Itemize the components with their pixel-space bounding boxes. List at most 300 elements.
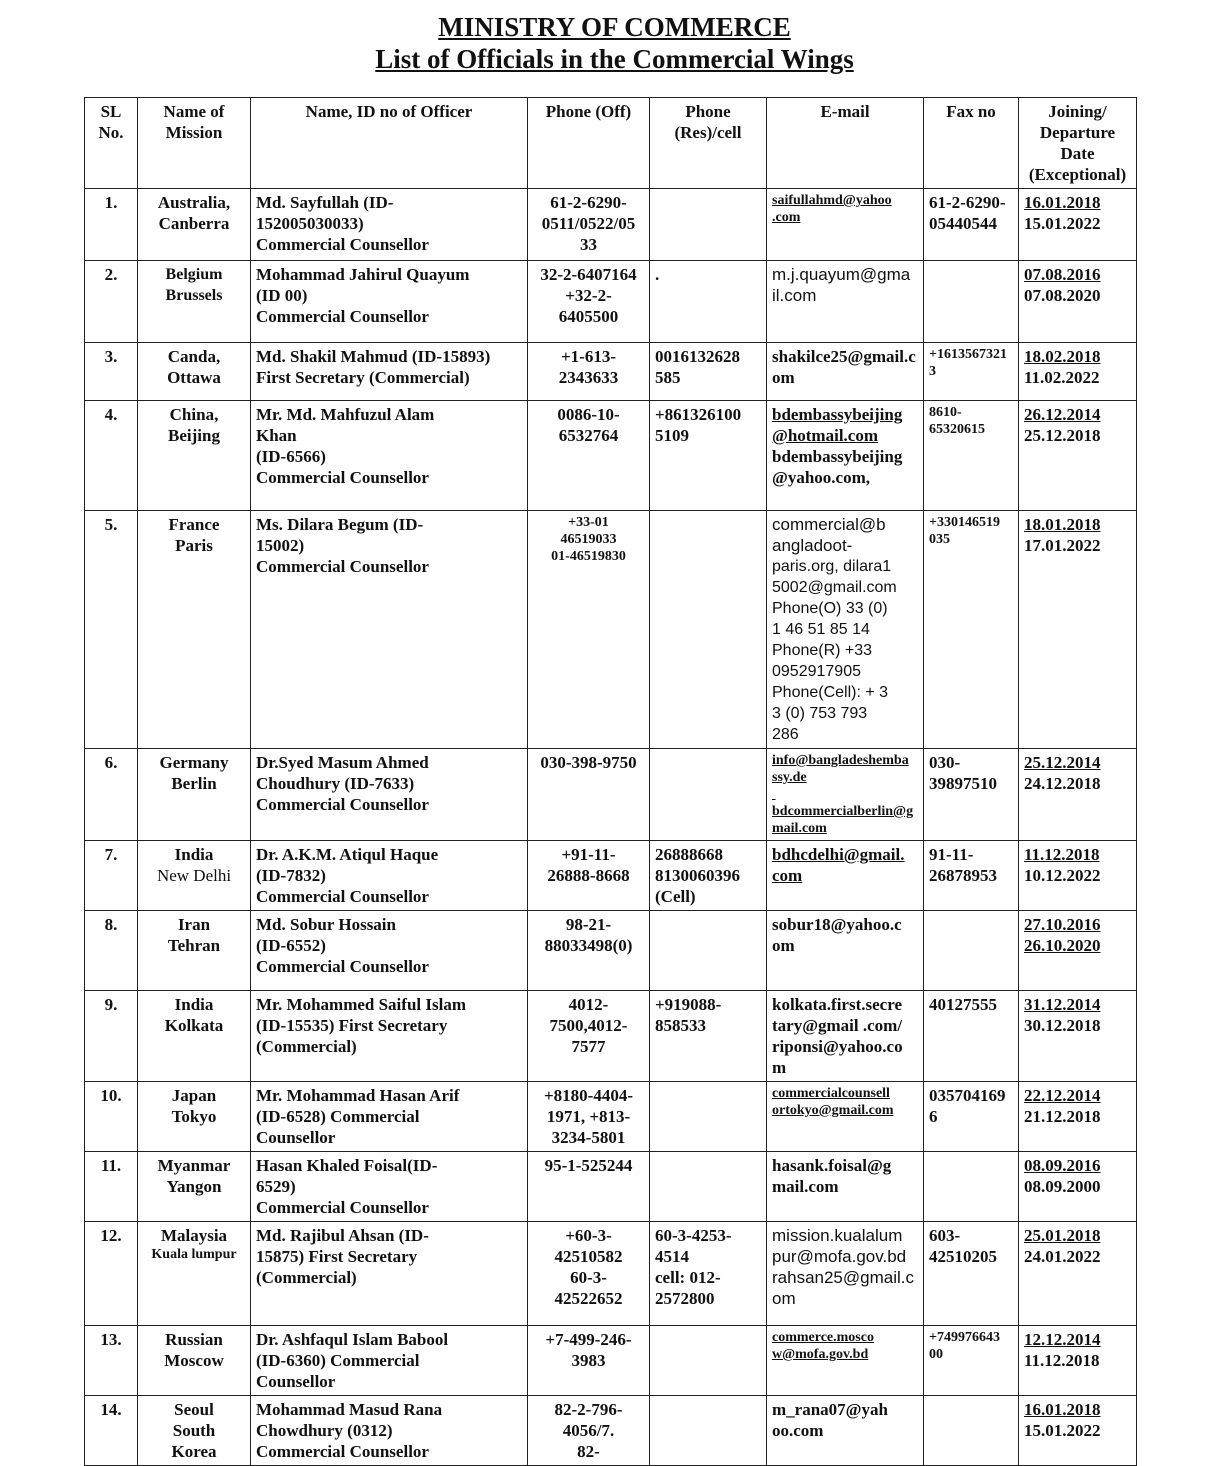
- cell-email-line: m_rana07@yah: [772, 1400, 888, 1419]
- cell-phone-off-line: 3983: [571, 1351, 606, 1370]
- cell-mission-line: Ottawa: [167, 368, 221, 387]
- cell-officer-line: (ID-6528) Commercial: [256, 1107, 420, 1126]
- cell-fax-line: 65320615: [929, 422, 985, 437]
- cell-officer-line: (Commercial): [256, 1268, 357, 1287]
- cell-officer-line: (Commercial): [256, 1037, 357, 1056]
- cell-fax-line: 8610-: [929, 405, 962, 420]
- cell-officer-line: Commercial Counsellor: [256, 557, 429, 576]
- cell-officer-line: Dr. Ashfaqul Islam Babool: [256, 1330, 449, 1349]
- cell-dates-line: 31.12.2014: [1024, 995, 1101, 1014]
- cell-officer-line: Commercial Counsellor: [256, 957, 429, 976]
- cell-officer-line: Commercial Counsellor: [256, 795, 429, 814]
- cell-mission-line: Berlin: [171, 774, 217, 793]
- cell-sl: [85, 343, 138, 401]
- cell-phone-off: [528, 343, 650, 401]
- cell-dates-line: 11.02.2022: [1024, 368, 1100, 387]
- table-row: [85, 991, 1137, 1082]
- cell-phone-res: [650, 511, 767, 749]
- cell-email-line: kolkata.first.secre: [772, 995, 902, 1014]
- cell-phone-off-line: 2343633: [558, 368, 619, 387]
- header-fax: Fax no: [924, 98, 1019, 189]
- cell-officer-line: Counsellor: [256, 1128, 336, 1147]
- cell-dates: [1019, 343, 1137, 401]
- cell-sl-line: 5.: [104, 515, 118, 534]
- cell-fax-line: +330146519: [929, 515, 1000, 530]
- table-header-row: [85, 98, 1137, 189]
- cell-mission-line: Germany: [159, 753, 229, 772]
- officials-table: [84, 97, 1137, 1466]
- cell-dates-line: 25.12.2018: [1024, 426, 1101, 445]
- cell-dates: [1019, 911, 1137, 991]
- cell-phone-res: [650, 189, 767, 261]
- cell-dates-line: 16.01.2018: [1024, 193, 1101, 212]
- cell-officer: [251, 343, 528, 401]
- cell-sl-line: 12.: [100, 1226, 122, 1245]
- cell-officer-line: Commercial Counsellor: [256, 235, 429, 254]
- cell-phone-res: [650, 991, 767, 1082]
- cell-officer: [251, 749, 528, 841]
- cell-email: [767, 1326, 924, 1396]
- cell-phone-off: [528, 1396, 650, 1466]
- cell-email-line: om: [772, 1289, 796, 1308]
- cell-phone-off: [528, 911, 650, 991]
- cell-email-line: @yahoo.com,: [772, 468, 870, 487]
- cell-phone-res: [650, 261, 767, 343]
- cell-email-line: om: [772, 368, 795, 387]
- table-row: [85, 911, 1137, 991]
- cell-email-line: 1 46 51 85 14: [772, 621, 870, 638]
- table-row: [85, 1396, 1137, 1466]
- table-row: [85, 1152, 1137, 1222]
- cell-dates-line: 10.12.2022: [1024, 866, 1101, 885]
- cell-mission-line: Moscow: [164, 1351, 224, 1370]
- cell-fax: [924, 511, 1019, 749]
- cell-sl: [85, 1222, 138, 1326]
- cell-fax-line: 035: [929, 532, 950, 547]
- cell-phone-res: [650, 911, 767, 991]
- cell-officer-line: Md. Sayfullah (ID-: [256, 193, 394, 212]
- cell-phone-off-line: 26888-8668: [547, 866, 630, 885]
- cell-officer-line: 152005030033): [256, 214, 364, 233]
- cell-officer-line: Commercial Counsellor: [256, 468, 429, 487]
- cell-sl: [85, 911, 138, 991]
- cell-phone-off-line: 61-2-6290-: [550, 193, 627, 212]
- table-row: [85, 511, 1137, 749]
- cell-dates-line: 26.12.2014: [1024, 405, 1101, 424]
- cell-officer-line: Chowdhury (0312): [256, 1421, 393, 1440]
- cell-mission-line: Yangon: [166, 1177, 222, 1196]
- cell-officer-line: Commercial Counsellor: [256, 887, 429, 906]
- cell-officer: [251, 1152, 528, 1222]
- cell-email-line: pur@mofa.gov.bd: [772, 1247, 907, 1266]
- cell-mission: [138, 911, 251, 991]
- cell-mission: [138, 1082, 251, 1152]
- cell-email: [767, 511, 924, 749]
- cell-phone-off-line: +91-11-: [561, 845, 616, 864]
- cell-dates-line: 25.12.2014: [1024, 753, 1101, 772]
- cell-officer-line: Mr. Mohammed Saiful Islam: [256, 995, 466, 1014]
- cell-officer-line: Commercial Counsellor: [256, 307, 429, 326]
- cell-mission-line: Korea: [171, 1442, 217, 1461]
- cell-fax: [924, 749, 1019, 841]
- cell-dates: [1019, 261, 1137, 343]
- cell-email-line: rahsan25@gmail.c: [772, 1268, 914, 1287]
- cell-email-line: Phone(Cell): + 3: [772, 684, 889, 701]
- cell-phone-res: [650, 343, 767, 401]
- cell-officer-line: (ID-7832): [256, 866, 326, 885]
- cell-sl: [85, 749, 138, 841]
- cell-officer-line: Khan: [256, 426, 297, 445]
- cell-officer: [251, 841, 528, 911]
- cell-mission: [138, 1152, 251, 1222]
- cell-mission-line: France: [168, 515, 220, 534]
- cell-mission-line: Canda,: [167, 347, 221, 366]
- cell-mission: [138, 511, 251, 749]
- cell-email-line: il.com: [772, 286, 817, 305]
- cell-phone-res-line: 60-3-4253-: [655, 1226, 732, 1245]
- header-officer: Name, ID no of Officer: [251, 98, 528, 189]
- cell-fax-line: 6: [929, 1107, 938, 1126]
- cell-phone-res-line: 4514: [655, 1247, 689, 1266]
- cell-email-line: bdembassybeijing: [772, 447, 903, 466]
- cell-fax: [924, 1152, 1019, 1222]
- cell-phone-off: [528, 1152, 650, 1222]
- cell-fax-line: 00: [929, 1347, 943, 1362]
- cell-phone-off-line: 1971, +813-: [546, 1107, 631, 1126]
- header-email: E-mail: [767, 98, 924, 189]
- cell-officer-line: Choudhury (ID-7633): [256, 774, 415, 793]
- cell-fax-line: 40127555: [929, 995, 997, 1014]
- cell-mission: [138, 401, 251, 511]
- cell-email-line: commercial@b: [772, 515, 886, 534]
- cell-mission: [138, 991, 251, 1082]
- table-body: [85, 189, 1137, 1466]
- cell-mission: [138, 841, 251, 911]
- cell-fax-line: +749976643: [929, 1330, 1000, 1345]
- cell-dates-line: 18.02.2018: [1024, 347, 1101, 366]
- cell-phone-off-line: 32-2-6407164: [540, 265, 637, 284]
- cell-phone-res: [650, 1222, 767, 1326]
- cell-officer-line: Commercial Counsellor: [256, 1198, 429, 1217]
- cell-sl-line: 2.: [104, 265, 118, 284]
- cell-fax-line: 26878953: [929, 866, 997, 885]
- cell-phone-off-line: 42510582: [554, 1247, 623, 1266]
- cell-email-line: ortokyo@gmail.com: [772, 1103, 894, 1118]
- cell-email: [767, 343, 924, 401]
- cell-email-line: tary@gmail .com/: [772, 1016, 903, 1035]
- cell-fax-line: 91-11-: [929, 845, 974, 864]
- cell-dates-line: 24.12.2018: [1024, 774, 1101, 793]
- cell-email-line: 286: [772, 726, 799, 743]
- cell-email-line: bdhcdelhi@gmail.: [772, 845, 905, 864]
- cell-dates: [1019, 749, 1137, 841]
- cell-fax: [924, 911, 1019, 991]
- cell-email-line: 3 (0) 753 793: [772, 705, 868, 722]
- cell-officer-line: Md. Shakil Mahmud (ID-15893): [256, 347, 491, 366]
- cell-email-line: Phone(O) 33 (0): [772, 600, 888, 617]
- cell-email-line: paris.org, dilara1: [772, 558, 892, 575]
- cell-dates-line: 24.01.2022: [1024, 1247, 1101, 1266]
- cell-fax-line: 035704169: [929, 1086, 1006, 1105]
- cell-fax-line: 39897510: [929, 774, 997, 793]
- cell-dates: [1019, 991, 1137, 1082]
- cell-sl-line: 6.: [104, 753, 118, 772]
- cell-fax: [924, 841, 1019, 911]
- cell-fax: [924, 1082, 1019, 1152]
- cell-email-line: ssy.de: [772, 770, 807, 785]
- cell-phone-off-line: 6405500: [558, 307, 619, 326]
- cell-phone-res-line: .: [655, 265, 660, 284]
- cell-dates: [1019, 1222, 1137, 1326]
- cell-email-line: w@mofa.gov.bd: [772, 1347, 869, 1362]
- cell-phone-off-line: 01-46519830: [551, 549, 626, 564]
- cell-officer-line: (ID-6552): [256, 936, 326, 955]
- cell-sl: [85, 841, 138, 911]
- cell-fax-line: 603-: [929, 1226, 961, 1245]
- cell-phone-res: [650, 1152, 767, 1222]
- cell-sl: [85, 511, 138, 749]
- cell-phone-off-line: 42522652: [554, 1289, 623, 1308]
- cell-phone-res-line: +861326100: [655, 405, 742, 424]
- cell-phone-res-line: 5109: [655, 426, 689, 445]
- cell-dates-line: 25.01.2018: [1024, 1226, 1101, 1245]
- cell-mission-line: Iran: [177, 915, 211, 934]
- cell-mission-line: Kuala lumpur: [151, 1247, 237, 1262]
- cell-email: [767, 841, 924, 911]
- cell-dates-line: 15.01.2022: [1024, 214, 1101, 233]
- cell-sl-line: 11.: [100, 1156, 122, 1175]
- cell-sl: [85, 401, 138, 511]
- cell-officer: [251, 189, 528, 261]
- cell-officer-line: Ms. Dilara Begum (ID-: [256, 515, 424, 534]
- cell-phone-off-line: 4012-: [568, 995, 609, 1014]
- cell-phone-off-line: 82-: [577, 1442, 600, 1461]
- cell-dates-line: 07.08.2020: [1024, 286, 1101, 305]
- header-mission: Name of Mission: [138, 98, 251, 189]
- cell-phone-off-line: 60-3-: [570, 1268, 607, 1287]
- cell-officer-line: Mohammad Jahirul Quayum: [256, 265, 470, 284]
- cell-phone-res-line: +919088-: [655, 995, 722, 1014]
- cell-email: [767, 911, 924, 991]
- table-row: [85, 1082, 1137, 1152]
- cell-phone-res-line: 585: [655, 368, 681, 387]
- cell-phone-off-line: 7577: [571, 1037, 606, 1056]
- header-phone-off: Phone (Off): [528, 98, 650, 189]
- cell-sl-line: 3.: [104, 347, 118, 366]
- cell-dates-line: 12.12.2014: [1024, 1330, 1101, 1349]
- cell-officer-line: 15875) First Secretary: [256, 1247, 418, 1266]
- cell-dates: [1019, 1152, 1137, 1222]
- cell-fax: [924, 189, 1019, 261]
- cell-mission: [138, 1396, 251, 1466]
- table-row: [85, 749, 1137, 841]
- cell-phone-res-line: 26888668: [655, 845, 723, 864]
- cell-dates-line: 15.01.2022: [1024, 1421, 1101, 1440]
- cell-email-line: com: [772, 866, 803, 885]
- cell-email: [767, 1222, 924, 1326]
- cell-officer: [251, 1082, 528, 1152]
- cell-email: [767, 1396, 924, 1466]
- header-sl: SL No.: [85, 98, 138, 189]
- cell-email-line: bdcommercialberlin@g: [772, 804, 914, 819]
- cell-dates-line: 22.12.2014: [1024, 1086, 1101, 1105]
- cell-phone-res-line: 0016132628: [655, 347, 740, 366]
- cell-dates-line: 07.08.2016: [1024, 265, 1101, 284]
- cell-dates: [1019, 1326, 1137, 1396]
- cell-phone-res: [650, 1326, 767, 1396]
- cell-officer-line: (ID-15535) First Secretary: [256, 1016, 448, 1035]
- cell-phone-res-line: cell: 012-: [655, 1268, 721, 1287]
- cell-phone-res: [650, 1082, 767, 1152]
- cell-phone-res-line: (Cell): [655, 887, 696, 906]
- cell-email-line: [772, 786, 918, 803]
- cell-officer-line: Hasan Khaled Foisal(ID-: [256, 1156, 438, 1175]
- table-row: [85, 1222, 1137, 1326]
- cell-officer-line: (ID-6360) Commercial: [256, 1351, 420, 1370]
- table-row: [85, 261, 1137, 343]
- cell-phone-res-line: 2572800: [655, 1289, 715, 1308]
- cell-fax: [924, 343, 1019, 401]
- cell-officer: [251, 511, 528, 749]
- cell-email-line: hasank.foisal@g: [772, 1156, 892, 1175]
- cell-mission-line: Paris: [175, 536, 213, 555]
- cell-dates: [1019, 1396, 1137, 1466]
- document-title: MINISTRY OF COMMERCE: [438, 12, 791, 42]
- cell-fax-line: +16135673213: [929, 347, 1007, 379]
- cell-mission: [138, 1222, 251, 1326]
- table-row: [85, 343, 1137, 401]
- cell-phone-off: [528, 749, 650, 841]
- cell-officer: [251, 911, 528, 991]
- cell-phone-off: [528, 511, 650, 749]
- cell-phone-res-line: 858533: [655, 1016, 706, 1035]
- cell-mission-line: Myanmar: [157, 1156, 231, 1175]
- cell-mission-line: Brussels: [165, 287, 223, 304]
- cell-officer-line: (ID 00): [256, 286, 308, 305]
- cell-mission-line: Kolkata: [164, 1016, 224, 1035]
- cell-officer-line: Mr. Mohammad Hasan Arif: [256, 1086, 460, 1105]
- cell-mission: [138, 749, 251, 841]
- cell-mission-line: Tokyo: [171, 1107, 217, 1126]
- cell-mission-line: China,: [169, 405, 219, 424]
- cell-fax-line: 42510205: [929, 1247, 997, 1266]
- table-row: [85, 189, 1137, 261]
- cell-officer: [251, 401, 528, 511]
- cell-sl-line: 14.: [100, 1400, 122, 1419]
- cell-email-line: 5002@gmail.com: [772, 579, 897, 596]
- cell-phone-off: [528, 1326, 650, 1396]
- cell-phone-off-line: +33-01: [568, 515, 609, 530]
- cell-email-line: mail.com: [772, 1177, 839, 1196]
- cell-phone-off-line: +60-3-: [565, 1226, 612, 1245]
- cell-email-line: Phone(R) +33: [772, 642, 873, 659]
- cell-mission-line: New Delhi: [156, 866, 232, 885]
- cell-officer-line: Counsellor: [256, 1372, 336, 1391]
- cell-dates-line: 08.09.2000: [1024, 1177, 1101, 1196]
- cell-mission-line: Australia,: [157, 193, 231, 212]
- cell-officer-line: 15002): [256, 536, 305, 555]
- header-phone-res: Phone (Res)/cell: [650, 98, 767, 189]
- cell-phone-off-line: +32-2-: [565, 286, 612, 305]
- cell-officer-line: First Secretary (Commercial): [256, 368, 470, 387]
- cell-phone-off: [528, 991, 650, 1082]
- cell-dates: [1019, 841, 1137, 911]
- cell-email-line: m: [772, 1058, 787, 1077]
- cell-phone-off: [528, 1082, 650, 1152]
- cell-sl-line: 4.: [104, 405, 118, 424]
- cell-email-line: riponsi@yahoo.co: [772, 1037, 903, 1056]
- cell-officer: [251, 1222, 528, 1326]
- cell-fax: [924, 1396, 1019, 1466]
- table-row: [85, 841, 1137, 911]
- cell-email-line: shakilce25@gmail.c: [772, 347, 916, 366]
- cell-phone-off-line: 7500,4012-: [549, 1016, 628, 1035]
- cell-officer-line: (ID-6566): [256, 447, 326, 466]
- cell-dates-line: 11.12.2018: [1024, 1351, 1100, 1370]
- header-dates: Joining/ Departure Date (Exceptional): [1019, 98, 1137, 189]
- cell-phone-off-line: 95-1-525244: [544, 1156, 633, 1175]
- cell-officer-line: Dr.Syed Masum Ahmed: [256, 753, 429, 772]
- cell-email-line: info@bangladeshemba: [772, 753, 909, 768]
- cell-mission-line: India: [174, 995, 214, 1014]
- cell-officer-line: Md. Rajibul Ahsan (ID-: [256, 1226, 429, 1245]
- cell-dates-line: 11.12.2018: [1024, 845, 1100, 864]
- cell-sl: [85, 189, 138, 261]
- cell-phone-off: [528, 401, 650, 511]
- cell-phone-off-line: 88033498(0): [544, 936, 633, 955]
- cell-phone-off: [528, 189, 650, 261]
- cell-dates-line: 08.09.2016: [1024, 1156, 1101, 1175]
- cell-mission: [138, 261, 251, 343]
- cell-phone-res: [650, 749, 767, 841]
- cell-mission-line: Malaysia: [160, 1226, 228, 1245]
- cell-phone-off-line: +8180-4404-: [543, 1086, 633, 1105]
- cell-email: [767, 1152, 924, 1222]
- cell-officer-line: Dr. A.K.M. Atiqul Haque: [256, 845, 439, 864]
- cell-mission-line: South: [172, 1421, 216, 1440]
- cell-sl: [85, 1152, 138, 1222]
- cell-mission-line: Tehran: [167, 936, 221, 955]
- cell-email: [767, 189, 924, 261]
- cell-sl: [85, 1082, 138, 1152]
- cell-phone-off: [528, 841, 650, 911]
- cell-dates-line: 17.01.2022: [1024, 536, 1101, 555]
- cell-phone-res: [650, 1396, 767, 1466]
- cell-sl: [85, 1326, 138, 1396]
- document-subtitle: List of Officials in the Commercial Wings: [375, 44, 854, 74]
- cell-dates-line: 26.10.2020: [1024, 936, 1101, 955]
- cell-officer-line: Md. Sobur Hossain: [256, 915, 396, 934]
- cell-email-line: angladoot-: [772, 536, 853, 555]
- cell-email: [767, 1082, 924, 1152]
- cell-email-line: commerce.mosco: [772, 1330, 874, 1345]
- cell-phone-off-line: +7-499-246-: [545, 1330, 632, 1349]
- cell-dates: [1019, 189, 1137, 261]
- cell-sl-line: 8.: [104, 915, 118, 934]
- cell-sl-line: 10.: [100, 1086, 122, 1105]
- cell-email-line: sobur18@yahoo.c: [772, 915, 902, 934]
- cell-phone-off-line: 46519033: [560, 532, 617, 547]
- cell-mission-line: Japan: [171, 1086, 217, 1105]
- cell-fax: [924, 1326, 1019, 1396]
- cell-phone-off-line: 33: [580, 235, 597, 254]
- cell-phone-res: [650, 841, 767, 911]
- cell-dates-line: 27.10.2016: [1024, 915, 1101, 934]
- cell-mission-line: India: [174, 845, 214, 864]
- cell-dates-line: 16.01.2018: [1024, 1400, 1101, 1419]
- cell-sl-line: 13.: [100, 1330, 122, 1349]
- cell-email-line: commercialcounsell: [772, 1086, 890, 1101]
